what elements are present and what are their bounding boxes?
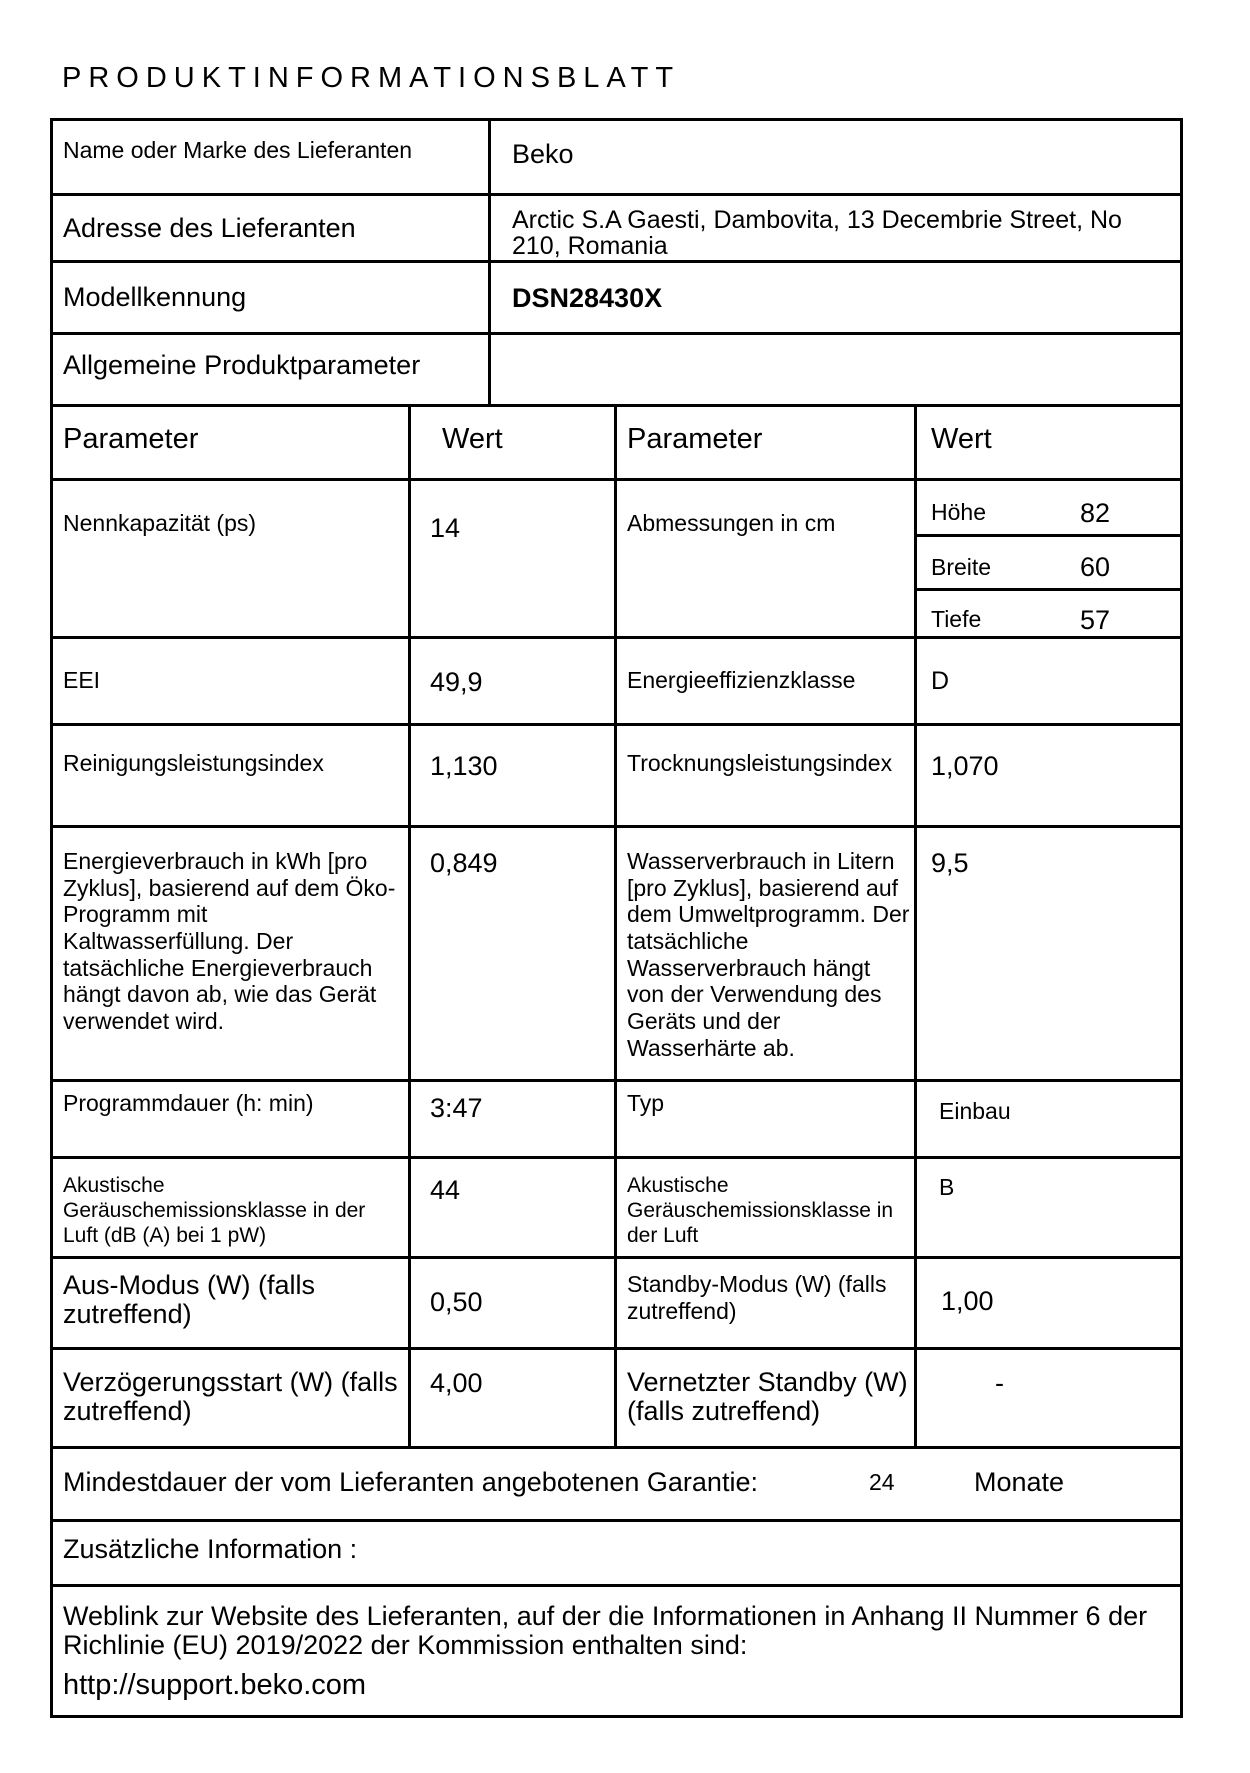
warranty-label: Mindestdauer der vom Lieferanten angebotenen Garantie: — [63, 1467, 758, 1497]
divider — [614, 407, 617, 1449]
water-consumption-label: Wasserverbrauch in Litern [pro Zyklus], basierend auf dem Umweltprogramm. Der tatsächliche Wasserverbrauch hängt von der Verwendung des Geräts und der Wasserhärte ab. — [627, 848, 910, 1061]
cleaning-index-label: Reinigungsleistungsindex — [63, 750, 324, 776]
noise-class-label: Akustische Geräuschemissionsklasse in der Luft — [627, 1174, 894, 1248]
dimension-height-label: Höhe — [931, 499, 986, 525]
networked-standby-label: Vernetzter Standby (W) (falls zutreffend) — [627, 1367, 908, 1426]
energy-consumption-label: Energieverbrauch in kWh [pro Zyklus], basierend auf dem Öko-Programm mit Kaltwasserfüllung. Der tatsächliche Energieverbrauch hängt davon ab, wie das Gerät verwendet wird. — [63, 848, 396, 1035]
capacity-value: 14 — [430, 513, 461, 543]
noise-class-value: B — [939, 1174, 955, 1200]
off-mode-label: Aus-Modus (W) (falls zutreffend) — [63, 1270, 316, 1329]
energy-class-label: Energieeffizienzklasse — [627, 667, 856, 693]
delay-start-label: Verzögerungsstart (W) (falls zutreffend) — [63, 1367, 398, 1426]
supplier-address-value: Arctic S.A Gaesti, Dambovita, 13 Decembrie Street, No 210, Romania — [512, 206, 1122, 261]
weblink-url[interactable]: http://support.beko.com — [63, 1669, 367, 1701]
eei-label: EEI — [63, 667, 101, 693]
delay-start-value: 4,00 — [430, 1368, 483, 1398]
dimensions-label: Abmessungen in cm — [627, 510, 836, 536]
header-parameter-left: Parameter — [63, 423, 199, 455]
product-information-sheet — [50, 118, 1183, 1718]
drying-index-value: 1,070 — [931, 751, 999, 781]
divider — [917, 588, 1180, 591]
dimension-depth-value: 57 — [1080, 605, 1111, 635]
model-value: DSN28430X — [512, 283, 663, 313]
dimension-depth-label: Tiefe — [931, 606, 982, 632]
noise-emission-label: Akustische Geräuschemissionsklasse in der Luft (dB (A) bei 1 pW) — [63, 1174, 366, 1248]
program-duration-label: Programmdauer (h: min) — [63, 1090, 314, 1116]
drying-index-label: Trocknungsleistungsindex — [627, 750, 893, 776]
divider — [488, 121, 491, 407]
divider — [53, 260, 1180, 263]
supplier-address-label: Adresse des Lieferanten — [63, 213, 356, 243]
standby-mode-value: 1,00 — [941, 1286, 994, 1316]
weblink-text: Weblink zur Website des Lieferanten, auf der die Informationen in Anhang II Nummer 6 der Richlinie (EU) 2019/2022 der Kommission enthalten sind: — [63, 1601, 1148, 1661]
capacity-label: Nennkapazität (ps) — [63, 510, 257, 536]
standby-mode-label: Standby-Modus (W) (falls zutreffend) — [627, 1271, 887, 1324]
water-consumption-value: 9,5 — [931, 848, 969, 878]
divider — [53, 1584, 1180, 1587]
off-mode-value: 0,50 — [430, 1287, 483, 1317]
energy-class-value: D — [931, 667, 950, 695]
warranty-unit: Monate — [974, 1467, 1065, 1497]
dimension-width-label: Breite — [931, 554, 992, 580]
supplier-name-label: Name oder Marke des Lieferanten — [63, 137, 413, 163]
additional-information-label: Zusätzliche Information : — [63, 1534, 358, 1564]
header-value-left: Wert — [442, 423, 503, 455]
dimension-height-value: 82 — [1080, 498, 1111, 528]
model-label: Modellkennung — [63, 282, 247, 312]
divider — [53, 1519, 1180, 1522]
type-value: Einbau — [939, 1098, 1011, 1124]
divider — [917, 534, 1180, 537]
type-label: Typ — [627, 1090, 665, 1116]
program-duration-value: 3:47 — [430, 1093, 483, 1123]
energy-consumption-value: 0,849 — [430, 848, 498, 878]
divider — [408, 407, 411, 1449]
warranty-value: 24 — [869, 1469, 895, 1495]
networked-standby-value: - — [995, 1368, 1004, 1398]
page-title: PRODUKTINFORMATIONSBLATT — [62, 62, 681, 94]
dimension-width-value: 60 — [1080, 552, 1111, 582]
divider — [53, 332, 1180, 335]
divider — [53, 193, 1180, 196]
cleaning-index-value: 1,130 — [430, 751, 498, 781]
header-value-right: Wert — [931, 423, 992, 455]
header-parameter-right: Parameter — [627, 423, 763, 455]
supplier-name-value: Beko — [512, 139, 574, 169]
general-parameters-label: Allgemeine Produktparameter — [63, 350, 421, 380]
noise-emission-value: 44 — [430, 1175, 461, 1205]
divider — [914, 407, 917, 1449]
eei-value: 49,9 — [430, 667, 483, 697]
